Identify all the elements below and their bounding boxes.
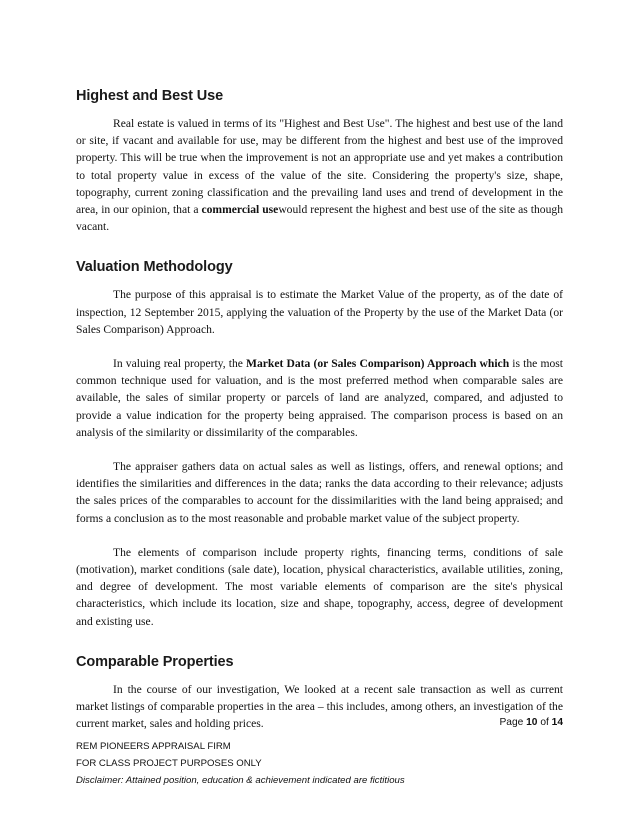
paragraph-valuation-approach: In valuing real property, the Market Data (or Sales Comparison) Approach which is the most common technique used for valuation, and is the most preferred method when comparable sales are available, the sales of similar property or parcels of land are analyzed, compared, and adjusted to provide a value indication for the property being appraised. The comparison process is based on an analysis of the similarity or dissimilarity of the comparables.	[76, 357, 563, 439]
footer-firm-name: REM PIONEERS APPRAISAL FIRM	[76, 741, 231, 752]
paragraph-valuation-purpose: The purpose of this appraisal is to estimate the Market Value of the property, as of the date of inspection, 12 September 2015, applying the valuation of the Property by the use of the Market Data (or Sales Comparison) Approach.	[76, 288, 563, 336]
footer-disclaimer: Disclaimer: Attained position, education & achievement indicated are fictitious	[76, 775, 405, 786]
paragraph-appraiser-data: The appraiser gathers data on actual sales as well as listings, offers, and renewal options; and identifies the similarities and differences in the data; ranks the data according to their relevance; adjusts the sales prices of the comparables to account for the dissimilarities with the land being appraised; and forms a conclusion as to the most reasonable and probable market value of the subject property.	[76, 460, 563, 525]
footer-purpose: FOR CLASS PROJECT PURPOSES ONLY	[76, 758, 262, 769]
paragraph-highest-best-use: Real estate is valued in terms of its "Highest and Best Use". The highest and best use of the land or site, if vacant and available for use, may be different from the highest and best use of the improved property. This will be true when the improvement is not an appropriate use and yet makes a contribution to total property value in excess of the value of the site. Considering the property's size, shape, topography, current zoning classification and the prevailing land uses and trend of development in the area, in our opinion, that a commercial usewould represent the highest and best use of the site as though vacant.	[76, 117, 563, 234]
section-heading-valuation-methodology: Valuation Methodology	[76, 259, 233, 276]
paragraph-comparable-properties: In the course of our investigation, We looked at a recent sale transaction as well as current market listings of comparable properties in the area – this includes, among others, an investigation of the current market, sales and holding prices.	[76, 682, 563, 731]
page-number: Page 10 of 14	[499, 717, 563, 728]
paragraph-elements-comparison: The elements of comparison include property rights, financing terms, conditions of sale (motivation), market conditions (sale date), location, physical characteristics, available utilities, zoning, and degree of development. The most variable elements of comparison are the site's physical characteristics, which include its location, size and shape, topography, access, degree of development and existing use.	[76, 545, 563, 628]
page-footer	[76, 738, 405, 789]
section-heading-comparable-properties: Comparable Properties	[76, 653, 234, 670]
section-heading-highest-best-use: Highest and Best Use	[76, 88, 224, 104]
page-content	[76, 88, 563, 732]
